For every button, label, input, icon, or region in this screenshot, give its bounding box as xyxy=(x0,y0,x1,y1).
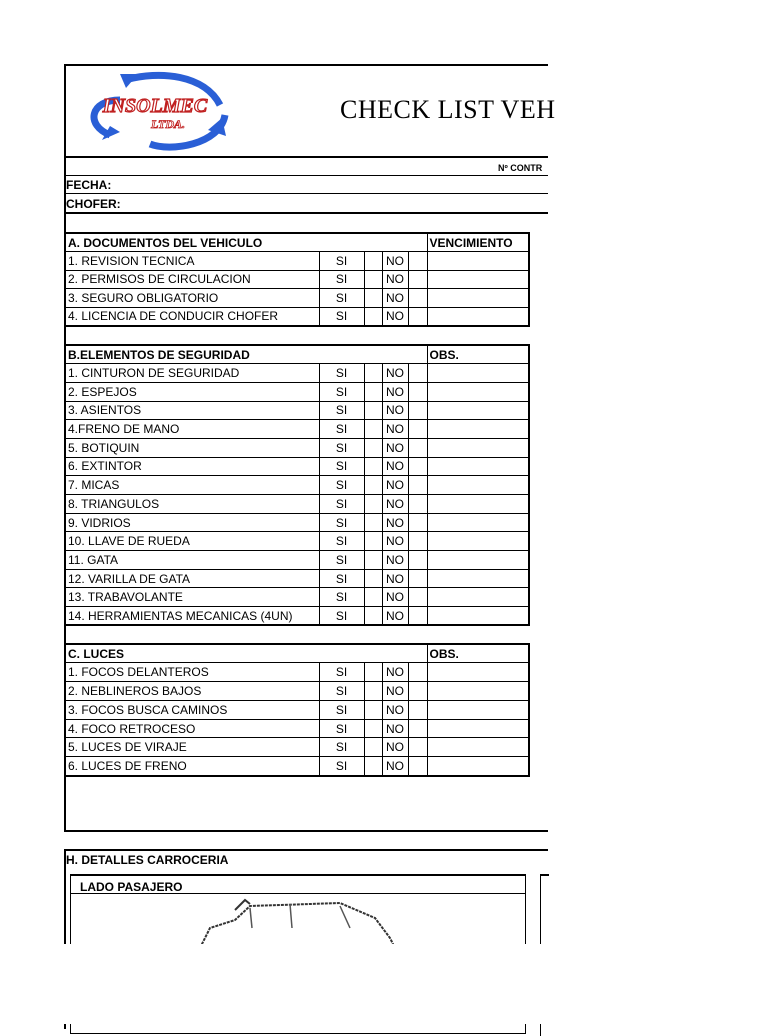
si-checkbox[interactable] xyxy=(364,719,382,738)
section-extra-header: VENCIMIENTO xyxy=(427,233,529,252)
item-label: 6. EXTINTOR xyxy=(65,457,319,476)
no-option[interactable]: NO xyxy=(382,682,408,701)
no-checkbox[interactable] xyxy=(408,438,427,457)
extra-field[interactable] xyxy=(427,420,529,439)
fecha-label: FECHA: xyxy=(66,178,112,192)
si-checkbox[interactable] xyxy=(364,270,382,289)
item-label: 2. NEBLINEROS BAJOS xyxy=(65,682,319,701)
no-checkbox[interactable] xyxy=(408,757,427,776)
no-option[interactable]: NO xyxy=(382,438,408,457)
si-checkbox[interactable] xyxy=(364,289,382,308)
item-label: 3. SEGURO OBLIGATORIO xyxy=(65,289,319,308)
extra-field[interactable] xyxy=(427,289,529,308)
insolmec-logo xyxy=(80,70,230,152)
si-checkbox[interactable] xyxy=(364,495,382,514)
no-checkbox[interactable] xyxy=(408,551,427,570)
extra-field[interactable] xyxy=(427,401,529,420)
item-label: 4. FOCO RETROCESO xyxy=(65,719,319,738)
extra-field[interactable] xyxy=(427,382,529,401)
no-checkbox[interactable] xyxy=(408,607,427,626)
no-option[interactable]: NO xyxy=(382,270,408,289)
item-label: 11. GATA xyxy=(65,551,319,570)
item-label: 5. BOTIQUIN xyxy=(65,438,319,457)
section-title: A. DOCUMENTOS DEL VEHICULO xyxy=(65,233,427,252)
divider xyxy=(64,193,548,194)
si-option[interactable]: SI xyxy=(319,420,364,439)
no-option[interactable]: NO xyxy=(382,252,408,271)
no-option[interactable]: NO xyxy=(382,663,408,682)
divider xyxy=(70,893,526,894)
si-checkbox[interactable] xyxy=(364,382,382,401)
no-option[interactable]: NO xyxy=(382,738,408,757)
item-label: 1. CINTURON DE SEGURIDAD xyxy=(65,364,319,383)
si-checkbox[interactable] xyxy=(364,569,382,588)
si-option[interactable]: SI xyxy=(319,569,364,588)
si-option[interactable]: SI xyxy=(319,382,364,401)
item-label: 3. ASIENTOS xyxy=(65,401,319,420)
no-option[interactable]: NO xyxy=(382,307,408,326)
si-option[interactable]: SI xyxy=(319,757,364,776)
checklist-row xyxy=(65,569,529,588)
no-option[interactable]: NO xyxy=(382,513,408,532)
si-checkbox[interactable] xyxy=(364,457,382,476)
extra-field[interactable] xyxy=(427,607,529,626)
checklist-section-table xyxy=(64,643,530,777)
no-option[interactable]: NO xyxy=(382,719,408,738)
no-checkbox[interactable] xyxy=(408,588,427,607)
no-option[interactable]: NO xyxy=(382,757,408,776)
body-details-title: H. DETALLES CARROCERIA xyxy=(66,853,229,867)
item-label: 1. REVISION TECNICA xyxy=(65,252,319,271)
si-checkbox[interactable] xyxy=(364,401,382,420)
checklist-section-table xyxy=(64,232,530,327)
si-checkbox[interactable] xyxy=(364,252,382,271)
si-checkbox[interactable] xyxy=(364,476,382,495)
extra-field[interactable] xyxy=(427,252,529,271)
si-option[interactable]: SI xyxy=(319,476,364,495)
no-checkbox[interactable] xyxy=(408,420,427,439)
no-checkbox[interactable] xyxy=(408,270,427,289)
si-checkbox[interactable] xyxy=(364,438,382,457)
no-option[interactable]: NO xyxy=(382,476,408,495)
extra-field[interactable] xyxy=(427,532,529,551)
no-checkbox[interactable] xyxy=(408,738,427,757)
item-label: 10. LLAVE DE RUEDA xyxy=(65,532,319,551)
checklist-row xyxy=(65,495,529,514)
no-option[interactable]: NO xyxy=(382,382,408,401)
extra-field[interactable] xyxy=(427,476,529,495)
si-option[interactable]: SI xyxy=(319,438,364,457)
item-label: 5. LUCES DE VIRAJE xyxy=(65,738,319,757)
item-label: 4. LICENCIA DE CONDUCIR CHOFER xyxy=(65,307,319,326)
item-label: 2. ESPEJOS xyxy=(65,382,319,401)
no-option[interactable]: NO xyxy=(382,532,408,551)
no-option[interactable]: NO xyxy=(382,700,408,719)
si-option[interactable]: SI xyxy=(319,588,364,607)
si-checkbox[interactable] xyxy=(364,757,382,776)
no-option[interactable]: NO xyxy=(382,495,408,514)
item-label: 2. PERMISOS DE CIRCULACION xyxy=(65,270,319,289)
item-label: 8. TRIANGULOS xyxy=(65,495,319,514)
checklist-row xyxy=(65,757,529,776)
no-checkbox[interactable] xyxy=(408,252,427,271)
no-option[interactable]: NO xyxy=(382,289,408,308)
extra-field[interactable] xyxy=(427,551,529,570)
checklist-row xyxy=(65,307,529,326)
no-option[interactable]: NO xyxy=(382,551,408,570)
si-option[interactable]: SI xyxy=(319,364,364,383)
checklist-row xyxy=(65,289,529,308)
checklist-row xyxy=(65,401,529,420)
page-margin xyxy=(0,944,768,1024)
passenger-side-label: LADO PASAJERO xyxy=(80,880,183,894)
si-option[interactable]: SI xyxy=(319,738,364,757)
extra-field[interactable] xyxy=(427,738,529,757)
checklist-row xyxy=(65,551,529,570)
no-checkbox[interactable] xyxy=(408,289,427,308)
extra-field[interactable] xyxy=(427,307,529,326)
si-option[interactable]: SI xyxy=(319,663,364,682)
no-checkbox[interactable] xyxy=(408,495,427,514)
logo-subtext: LTDA. xyxy=(150,117,186,131)
no-option[interactable]: NO xyxy=(382,569,408,588)
extra-field[interactable] xyxy=(427,682,529,701)
si-checkbox[interactable] xyxy=(364,551,382,570)
si-checkbox[interactable] xyxy=(364,420,382,439)
item-label: 4.FRENO DE MANO xyxy=(65,420,319,439)
checklist-row xyxy=(65,513,529,532)
extra-field[interactable] xyxy=(427,438,529,457)
no-checkbox[interactable] xyxy=(408,401,427,420)
section-title: C. LUCES xyxy=(65,644,427,663)
item-label: 13. TRABAVOLANTE xyxy=(65,588,319,607)
checklist-row xyxy=(65,252,529,271)
no-checkbox[interactable] xyxy=(408,476,427,495)
checklist-row xyxy=(65,382,529,401)
checklist-row xyxy=(65,420,529,439)
si-option[interactable]: SI xyxy=(319,607,364,626)
no-option[interactable]: NO xyxy=(382,588,408,607)
si-option[interactable]: SI xyxy=(319,719,364,738)
si-option[interactable]: SI xyxy=(319,682,364,701)
no-checkbox[interactable] xyxy=(408,663,427,682)
no-option[interactable]: NO xyxy=(382,420,408,439)
no-checkbox[interactable] xyxy=(408,307,427,326)
divider xyxy=(64,175,548,176)
si-checkbox[interactable] xyxy=(364,607,382,626)
si-checkbox[interactable] xyxy=(364,663,382,682)
section-title: B.ELEMENTOS DE SEGURIDAD xyxy=(65,345,427,364)
si-option[interactable]: SI xyxy=(319,457,364,476)
extra-field[interactable] xyxy=(427,663,529,682)
extra-field[interactable] xyxy=(427,513,529,532)
extra-field[interactable] xyxy=(427,569,529,588)
si-checkbox[interactable] xyxy=(364,513,382,532)
no-option[interactable]: NO xyxy=(382,401,408,420)
section-extra-header: OBS. xyxy=(427,345,529,364)
checklist-row xyxy=(65,364,529,383)
checklist-section-table xyxy=(64,344,530,626)
page-title: CHECK LIST VEH xyxy=(340,95,556,124)
contract-number-label: Nº CONTR xyxy=(498,163,543,173)
checklist-row xyxy=(65,607,529,626)
extra-field[interactable] xyxy=(427,270,529,289)
checklist-row xyxy=(65,663,529,682)
chofer-label: CHOFER: xyxy=(66,197,121,211)
extra-field[interactable] xyxy=(427,588,529,607)
divider xyxy=(64,212,548,214)
si-option[interactable]: SI xyxy=(319,532,364,551)
item-label: 6. LUCES DE FRENO xyxy=(65,757,319,776)
si-checkbox[interactable] xyxy=(364,532,382,551)
checklist-row xyxy=(65,457,529,476)
si-option[interactable]: SI xyxy=(319,495,364,514)
item-label: 7. MICAS xyxy=(65,476,319,495)
si-option[interactable]: SI xyxy=(319,289,364,308)
si-checkbox[interactable] xyxy=(364,307,382,326)
no-checkbox[interactable] xyxy=(408,513,427,532)
item-label: 14. HERRAMIENTAS MECANICAS (4UN) xyxy=(65,607,319,626)
checklist-row xyxy=(65,588,529,607)
si-option[interactable]: SI xyxy=(319,270,364,289)
no-checkbox[interactable] xyxy=(408,382,427,401)
extra-field[interactable] xyxy=(427,457,529,476)
item-label: 12. VARILLA DE GATA xyxy=(65,569,319,588)
si-option[interactable]: SI xyxy=(319,551,364,570)
checklist-row xyxy=(65,532,529,551)
si-checkbox[interactable] xyxy=(364,588,382,607)
si-checkbox[interactable] xyxy=(364,700,382,719)
no-checkbox[interactable] xyxy=(408,457,427,476)
no-option[interactable]: NO xyxy=(382,607,408,626)
no-checkbox[interactable] xyxy=(408,569,427,588)
checklist-row xyxy=(65,700,529,719)
extra-field[interactable] xyxy=(427,364,529,383)
si-checkbox[interactable] xyxy=(364,364,382,383)
checklist-row xyxy=(65,682,529,701)
si-option[interactable]: SI xyxy=(319,700,364,719)
checklist-row xyxy=(65,476,529,495)
item-label: 1. FOCOS DELANTEROS xyxy=(65,663,319,682)
logo-text: INSOLMEC xyxy=(102,95,208,117)
checklist-row xyxy=(65,738,529,757)
car-outline-icon xyxy=(190,898,410,948)
section-extra-header: OBS. xyxy=(427,644,529,663)
no-option[interactable]: NO xyxy=(382,457,408,476)
extra-field[interactable] xyxy=(427,719,529,738)
si-checkbox[interactable] xyxy=(364,682,382,701)
no-option[interactable]: NO xyxy=(382,364,408,383)
si-option[interactable]: SI xyxy=(319,513,364,532)
si-option[interactable]: SI xyxy=(319,307,364,326)
item-label: 9. VIDRIOS xyxy=(65,513,319,532)
divider xyxy=(64,156,548,158)
no-checkbox[interactable] xyxy=(408,532,427,551)
extra-field[interactable] xyxy=(427,495,529,514)
checklist-row xyxy=(65,719,529,738)
si-option[interactable]: SI xyxy=(319,252,364,271)
checklist-row xyxy=(65,438,529,457)
si-option[interactable]: SI xyxy=(319,401,364,420)
no-checkbox[interactable] xyxy=(408,700,427,719)
si-checkbox[interactable] xyxy=(364,738,382,757)
extra-field[interactable] xyxy=(427,757,529,776)
checklist-row xyxy=(65,270,529,289)
extra-field[interactable] xyxy=(427,700,529,719)
item-label: 3. FOCOS BUSCA CAMINOS xyxy=(65,700,319,719)
no-checkbox[interactable] xyxy=(408,682,427,701)
no-checkbox[interactable] xyxy=(408,364,427,383)
no-checkbox[interactable] xyxy=(408,719,427,738)
